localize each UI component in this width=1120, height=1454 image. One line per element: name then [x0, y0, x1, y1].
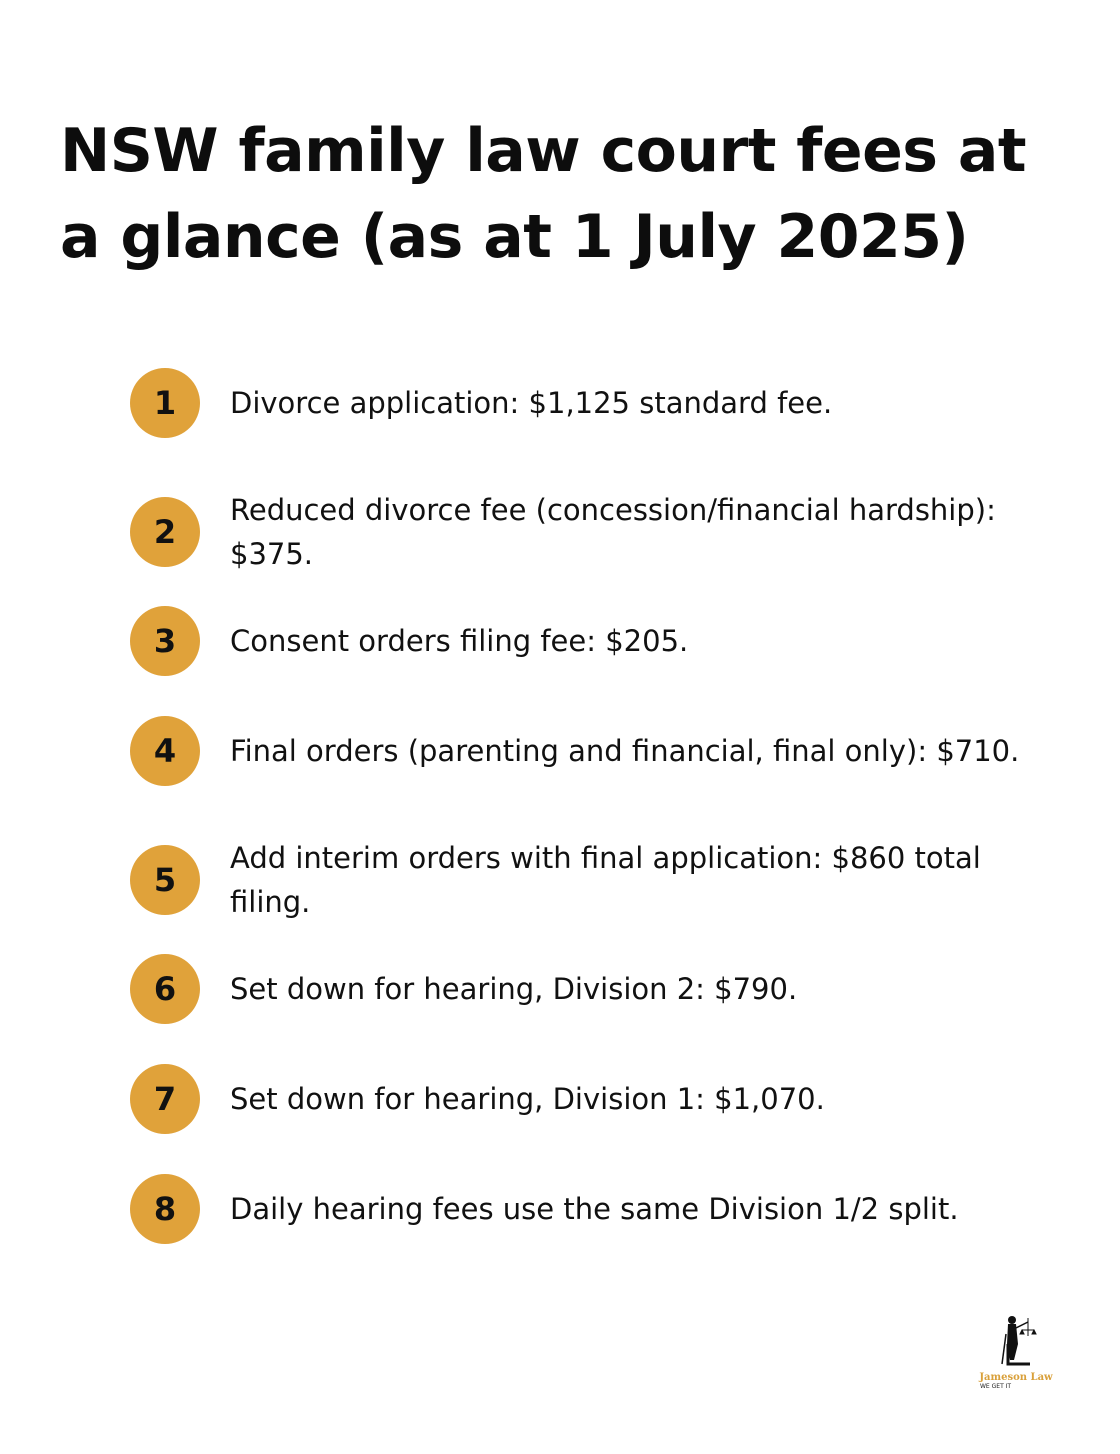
list-item	[130, 488, 1070, 576]
item-text: Add interim orders with final application: $860 total filing.	[230, 841, 981, 919]
logo-tagline: WE GET IT	[980, 1383, 1012, 1390]
item-text: Divorce application: $1,125 standard fee.	[230, 386, 833, 420]
item-text: Final orders (parenting and financial, final only): $710.	[230, 734, 1020, 768]
list-item	[130, 368, 1070, 438]
number-badge: 2	[130, 497, 200, 567]
list-item	[130, 716, 1070, 786]
jameson-law-logo	[976, 1314, 1056, 1394]
number-badge: 7	[130, 1064, 200, 1134]
item-text: Daily hearing fees use the same Division 1/2 split.	[230, 1192, 959, 1226]
list-item	[130, 836, 1070, 924]
number-badge: 3	[130, 606, 200, 676]
number-badge: 6	[130, 954, 200, 1024]
item-text: Consent orders filing fee: $205.	[230, 624, 689, 658]
logo-name: Jameson Law	[979, 1372, 1053, 1383]
list-item	[130, 1174, 1070, 1244]
number-badge: 1	[130, 368, 200, 438]
item-text: Reduced divorce fee (concession/financial hardship): $375.	[230, 493, 996, 571]
page-title: NSW family law court fees at a glance (as at 1 July 2025)	[60, 116, 1027, 272]
item-text: Set down for hearing, Division 1: $1,070.	[230, 1082, 825, 1116]
item-text: Set down for hearing, Division 2: $790.	[230, 972, 798, 1006]
number-badge: 5	[130, 845, 200, 915]
number-badge: 8	[130, 1174, 200, 1244]
list-item	[130, 606, 1070, 676]
list-item	[130, 1064, 1070, 1134]
list-item	[130, 954, 1070, 1024]
lady-justice-icon	[994, 1314, 1038, 1366]
number-badge: 4	[130, 716, 200, 786]
